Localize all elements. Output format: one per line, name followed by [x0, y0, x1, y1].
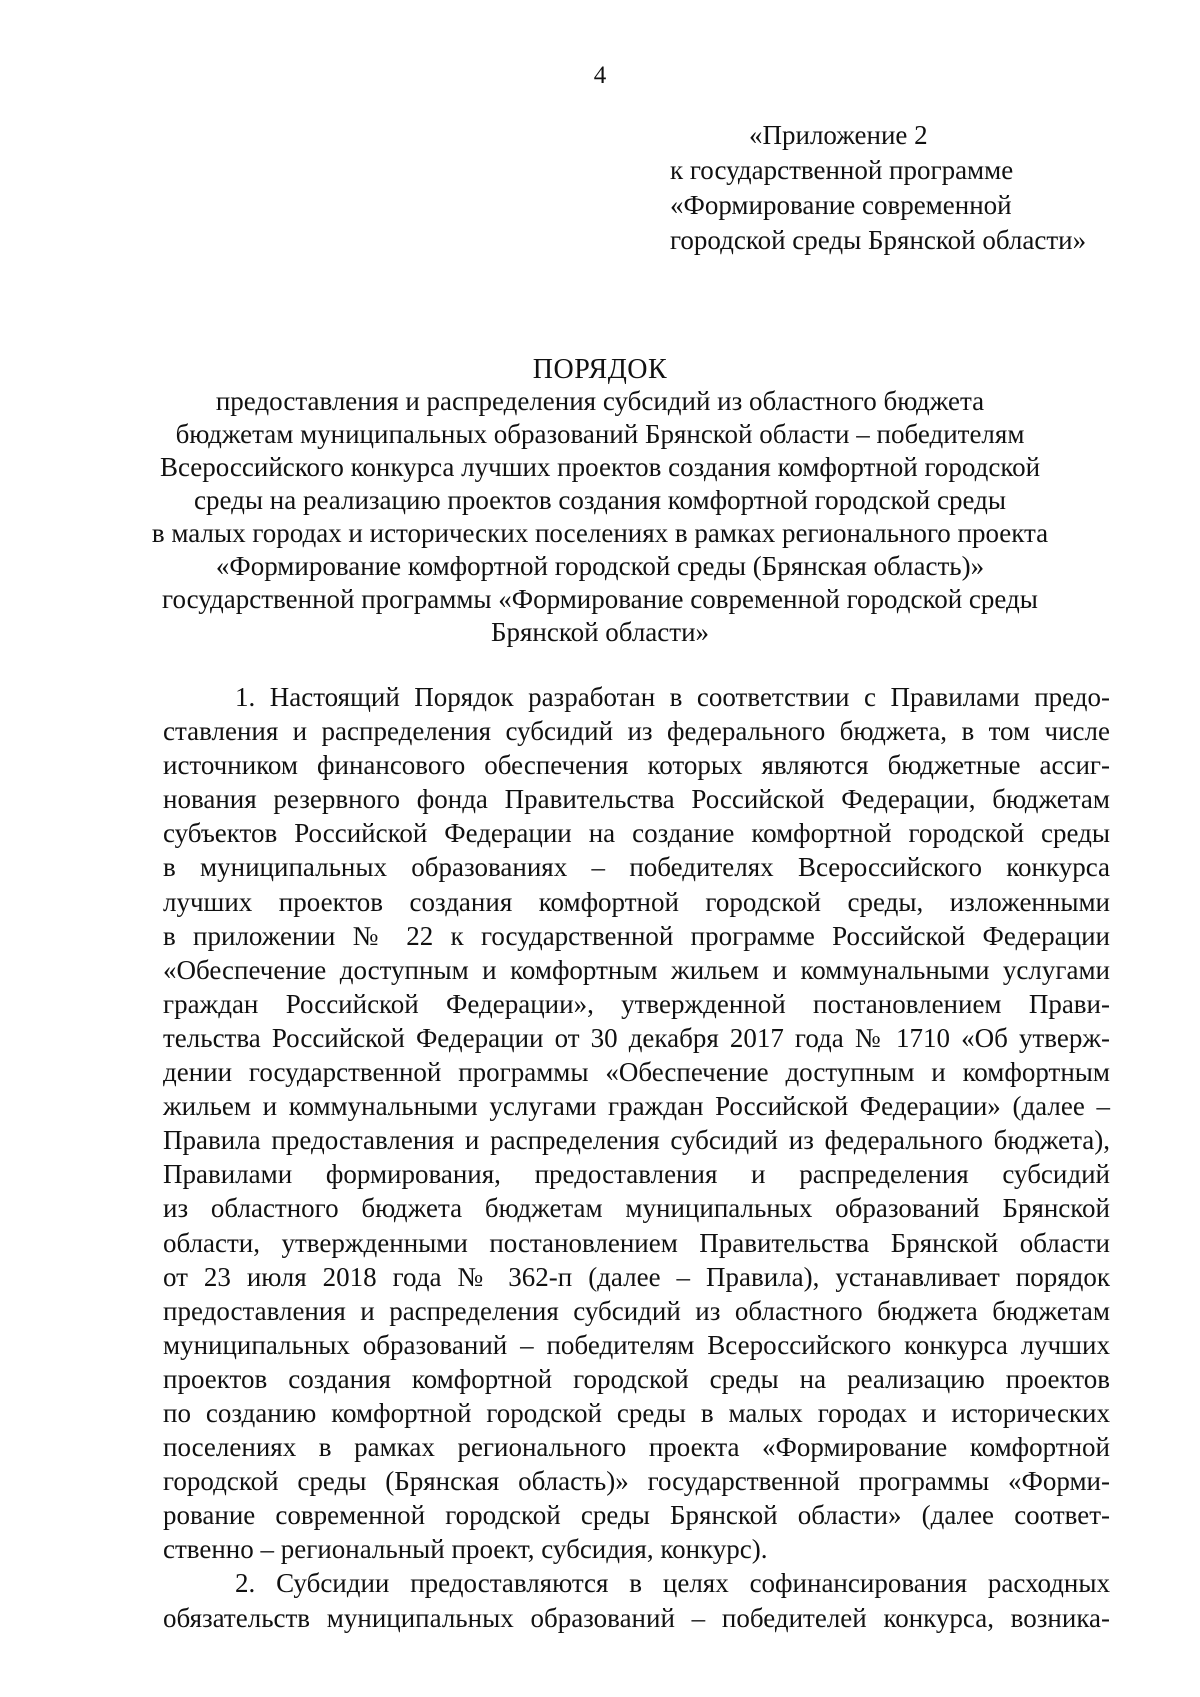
- appendix-header: [670, 118, 1086, 258]
- paragraph-1-line: дении государственной программы «Обеспечение доступным и комфортным: [163, 1057, 1110, 1088]
- paragraph-1-line: Правилами формирования, предоставления и распределения субсидий: [163, 1159, 1110, 1190]
- subtitle-line: государственной программы «Формирование современной городской среды: [162, 584, 1038, 614]
- appendix-line: к государственной программе: [670, 155, 1014, 185]
- document-subtitle: [150, 385, 1050, 649]
- paragraph-1-line: ственно – региональный проект, субсидия, конкурс).: [163, 1534, 768, 1565]
- paragraph-1-line: тельства Российской Федерации от 30 декабря 2017 года № 1710 «Об утверж-: [163, 1022, 1110, 1053]
- paragraph-1-line: от 23 июля 2018 года № 362-п (далее – Правила), устанавливает порядок: [163, 1261, 1110, 1292]
- paragraph-1-line: в приложении № 22 к государственной программе Российской Федерации: [163, 920, 1110, 951]
- paragraph-1-line: граждан Российской Федерации», утвержденной постановлением Прави-: [163, 988, 1110, 1019]
- paragraph-1-line: источником финансового обеспечения которых являются бюджетные ассиг-: [163, 750, 1110, 781]
- paragraph-1-line: городской среды (Брянская область)» государственной программы «Форми-: [163, 1466, 1110, 1497]
- paragraph-1-line: нования резервного фонда Правительства Российской Федерации, бюджетам: [163, 784, 1110, 815]
- page-number: 4: [593, 62, 607, 89]
- paragraph-1-line: из областного бюджета бюджетам муниципальных образований Брянской: [163, 1193, 1110, 1224]
- paragraph-1-line: рование современной городской среды Брянской области» (далее соответ-: [163, 1500, 1110, 1531]
- subtitle-line: бюджетам муниципальных образований Брянской области – победителям: [175, 419, 1025, 449]
- document-body: [163, 680, 1110, 1635]
- document-title: ПОРЯДОК: [532, 354, 668, 385]
- paragraph-1-line: лучших проектов создания комфортной городской среды, изложенными: [163, 886, 1110, 917]
- paragraph-2-line: 2. Субсидии предоставляются в целях софинансирования расходных: [235, 1568, 1110, 1599]
- subtitle-line: Брянской области»: [490, 617, 710, 647]
- appendix-line: «Формирование современной: [670, 190, 1012, 220]
- paragraph-1-line: проектов создания комфортной городской среды на реализацию проектов: [163, 1363, 1110, 1394]
- subtitle-line: в малых городах и исторических поселениях в рамках регионального проекта: [151, 518, 1049, 548]
- subtitle-line: предоставления и распределения субсидий из областного бюджета: [215, 386, 985, 416]
- paragraph-1-line: предоставления и распределения субсидий из областного бюджета бюджетам: [163, 1295, 1110, 1326]
- paragraph-1-line: области, утвержденными постановлением Правительства Брянской области: [163, 1227, 1110, 1258]
- paragraph-1-line: субъектов Российской Федерации на создание комфортной городской среды: [163, 818, 1110, 849]
- subtitle-line: Всероссийского конкурса лучших проектов создания комфортной городской: [159, 452, 1041, 482]
- subtitle-line: среды на реализацию проектов создания комфортной городской среды: [194, 485, 1006, 515]
- paragraph-1-line: в муниципальных образованиях – победителях Всероссийского конкурса: [163, 852, 1110, 883]
- paragraph-2-line: обязательств муниципальных образований – победителей конкурса, возника-: [163, 1602, 1110, 1633]
- appendix-line: «Приложение 2: [749, 120, 928, 150]
- paragraph-1-line: поселениях в рамках регионального проекта «Формирование комфортной: [163, 1432, 1110, 1463]
- paragraph-1-line: «Обеспечение доступным и комфортным жильем и коммунальными услугами: [163, 954, 1110, 985]
- appendix-line: городской среды Брянской области»: [670, 225, 1087, 255]
- paragraph-1-line: муниципальных образований – победителям Всероссийского конкурса лучших: [163, 1329, 1110, 1360]
- subtitle-line: «Формирование комфортной городской среды (Брянская область)»: [215, 551, 985, 581]
- paragraph-1-line: жильем и коммунальными услугами граждан Российской Федерации» (далее –: [163, 1091, 1110, 1122]
- paragraph-1-line: 1. Настоящий Порядок разработан в соответствии с Правилами предо-: [235, 682, 1110, 712]
- paragraph-1-line: ставления и распределения субсидий из федерального бюджета, в том числе: [163, 716, 1110, 747]
- paragraph-1-line: по созданию комфортной городской среды в малых городах и исторических: [163, 1397, 1110, 1428]
- paragraph-1-line: Правила предоставления и распределения субсидий из федерального бюджета),: [163, 1125, 1110, 1156]
